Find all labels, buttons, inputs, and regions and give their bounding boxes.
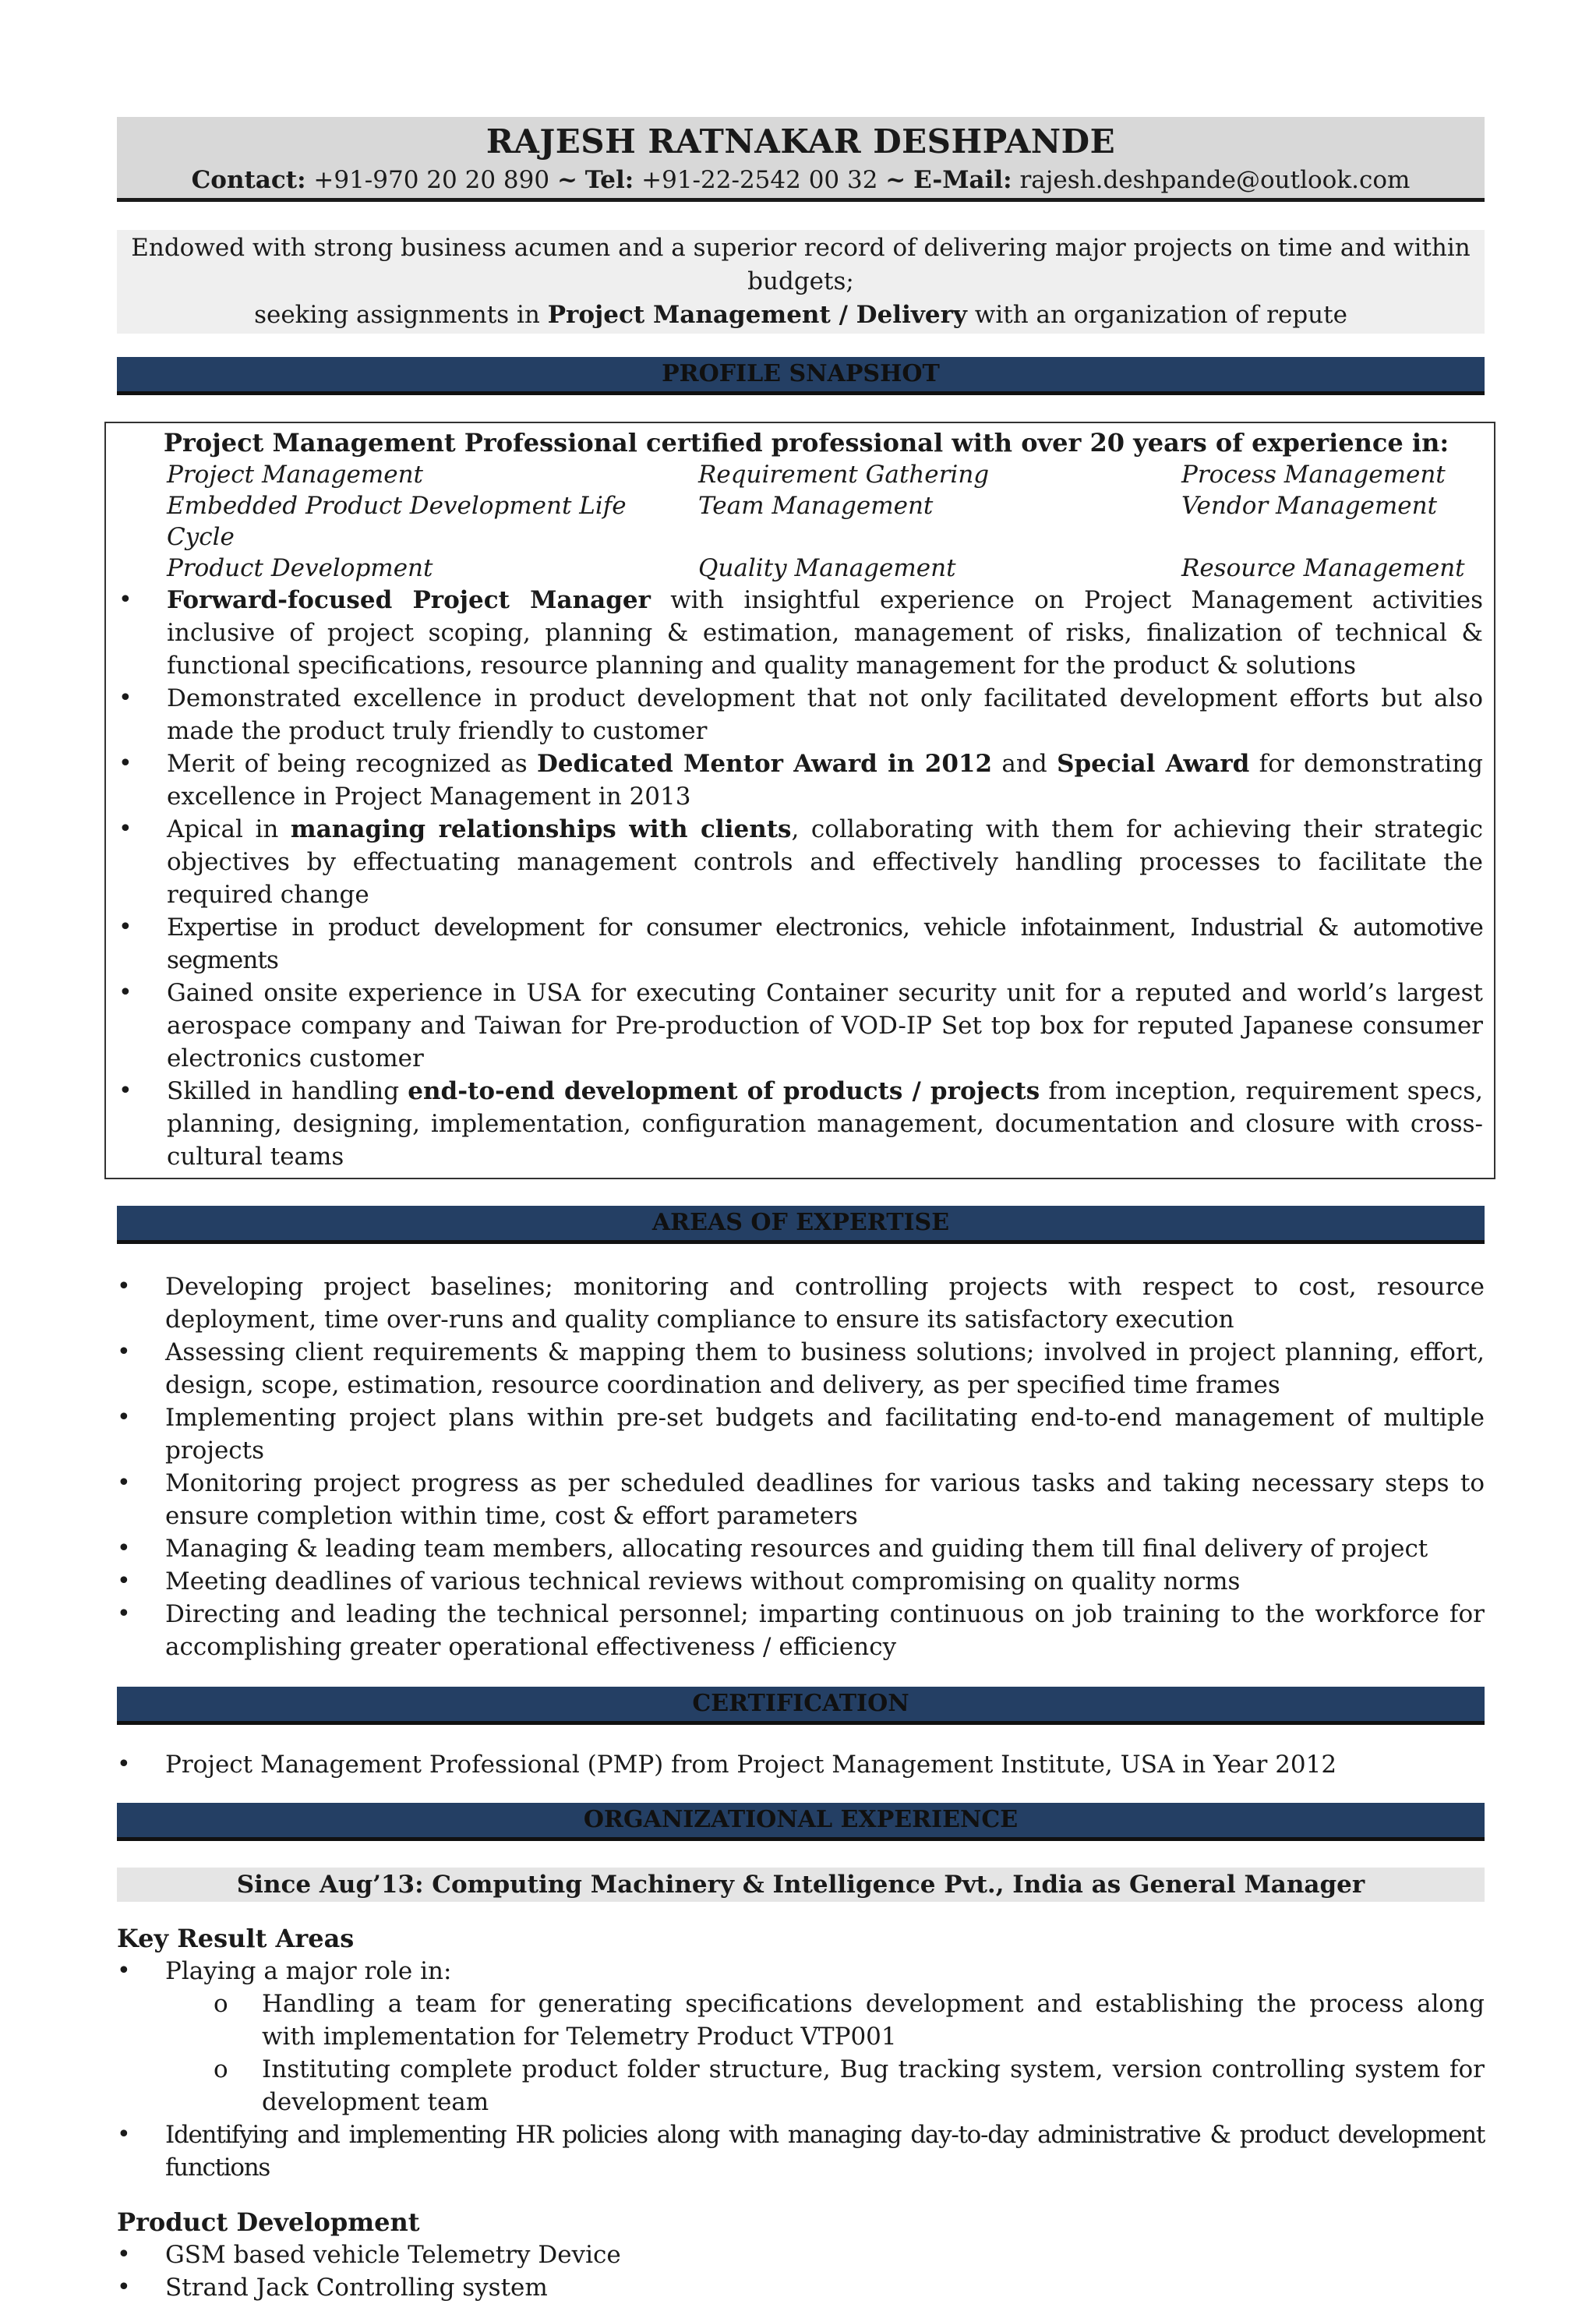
skill-item: Requirement Gathering (698, 461, 990, 489)
expertise-item: • Meeting deadlines of various technical reviews without compromising on quality norms (117, 1565, 1485, 1598)
bullet-text: for demonstrating excellence in Project Management in 2013 (167, 750, 1484, 811)
kra-list (117, 2118, 1485, 2184)
product-list (117, 2239, 1485, 2304)
job-role-bar: Since Aug’13: Computing Machinery & Intelligence Pvt., India as General Manager (117, 1868, 1485, 1902)
objective-line-1: Endowed with strong business acumen and a superior record of delivering major projects on time and within budgets; (131, 234, 1471, 295)
profile-bullet: • Gained onsite experience in USA for executing Container security unit for a reputed and world’s largest aerospace company and Taiwan for Pre-production of VOD-IP Set top box for reputed Japanese consumer electronics customer (106, 977, 1494, 1075)
bullet-text: Apical in (167, 815, 279, 843)
objective-text: seeking assignments in (254, 301, 540, 329)
skill-item: Embedded Product Development Life Cycle (167, 492, 627, 551)
resume-header (117, 117, 1485, 202)
expertise-item: • Monitoring project progress as per scheduled deadlines for various tasks and taking necessary steps to ensure completion within time, cost & effort parameters (117, 1467, 1485, 1532)
profile-bullet (106, 1075, 1494, 1173)
objective-text: with an organization of repute (974, 301, 1347, 329)
expertise-item: • Developing project baselines; monitoring and controlling projects with respect to cost, resource deployment, time over-runs and quality compliance to ensure its satisfactory execution (117, 1270, 1485, 1336)
bullet-emphasis: Dedicated Mentor Award in 2012 (537, 750, 993, 778)
bullet-text: Skilled in handling (167, 1077, 400, 1105)
profile-bullets (106, 584, 1494, 1173)
kra-list (117, 1955, 1485, 1988)
expertise-item: • Managing & leading team members, allocating resources and guiding them till final delivery of project (117, 1532, 1485, 1565)
profile-bullet: • Demonstrated excellence in product development that not only facilitated development efforts but also made the product truly friendly to customer (106, 682, 1494, 747)
profile-bullet (106, 813, 1494, 911)
contact-line (117, 164, 1485, 196)
profile-title: Project Management Professional certified professional with over 20 years of experience in: (163, 428, 1449, 458)
candidate-name: RAJESH RATNAKAR DESHPANDE (486, 122, 1116, 161)
kra-item: • Playing a major role in: (117, 1955, 1485, 1988)
profile-bullet: • Expertise in product development for consumer electronics, vehicle infotainment, Industrial & automotive segments (106, 911, 1494, 977)
skills-grid (167, 459, 1494, 584)
product-development-heading: Product Development (117, 2207, 420, 2237)
tel-label: Tel: (584, 166, 634, 194)
kra-subitem: o Instituting complete product folder structure, Bug tracking system, version controlling system for development team (117, 2053, 1485, 2118)
objective-line-2 (125, 299, 1477, 332)
kra-sublist (117, 1988, 1485, 2118)
resume-page (117, 117, 1485, 2304)
separator: ~ (556, 166, 577, 194)
expertise-list (117, 1270, 1485, 1663)
product-item: • GSM based vehicle Telemetry Device (117, 2239, 1485, 2271)
email-label: E-Mail: (913, 166, 1012, 194)
email-address: rajesh.deshpande@outlook.com (1019, 166, 1411, 194)
kra-subitem: o Handling a team for generating specifications development and establishing the process along with implementation for Telemetry Product VTP001 (117, 1988, 1485, 2053)
skill-item: Team Management (698, 492, 934, 520)
profile-bullet (106, 747, 1494, 813)
section-header-experience: ORGANIZATIONAL EXPERIENCE (117, 1803, 1485, 1841)
bullet-emphasis: Forward-focused Project Manager (167, 586, 651, 614)
skill-item: Vendor Management (1181, 492, 1438, 520)
bullet-emphasis: managing relationships with clients (290, 815, 792, 843)
kra-item: • Identifying and implementing HR policies along with managing day-to-day administrative & product development functions (117, 2118, 1485, 2184)
bullet-emphasis: Special Award (1057, 750, 1250, 778)
skill-item: Project Management (167, 461, 423, 489)
separator: ~ (885, 166, 906, 194)
bullet-emphasis: end-to-end development of products / projects (408, 1077, 1040, 1105)
contact-label: Contact: (191, 166, 306, 194)
bullet-text: , collaborating with them for achieving their strategic objectives by effectuating management controls and effectively handling processes to facilitate the required change (167, 815, 1484, 909)
certification-item: • Project Management Professional (PMP) from Project Management Institute, USA in Year 2012 (117, 1748, 1485, 1781)
objective-emphasis: Project Management / Delivery (547, 301, 967, 329)
bullet-text: with insightful experience on Project Management activities inclusive of project scoping, planning & estimation, management of risks, finalization of technical & functional specifications, resource planning and quality management for the product & solutions (167, 586, 1484, 680)
section-header-certification: CERTIFICATION (117, 1687, 1485, 1725)
section-header-profile: PROFILE SNAPSHOT (117, 357, 1485, 395)
skill-item: Process Management (1181, 461, 1446, 489)
product-item: • Strand Jack Controlling system (117, 2271, 1485, 2304)
certification-list (117, 1748, 1485, 1781)
expertise-item: • Directing and leading the technical personnel; imparting continuous on job training to the workforce for accomplishing greater operational effectiveness / efficiency (117, 1598, 1485, 1663)
skill-item: Resource Management (1181, 554, 1465, 582)
skill-item: Product Development (167, 554, 433, 582)
profile-bullet (106, 584, 1494, 682)
bullet-text: and (1001, 750, 1047, 778)
contact-phone: +91-970 20 20 890 (313, 166, 550, 194)
section-header-expertise: AREAS OF EXPERTISE (117, 1206, 1485, 1244)
expertise-item: • Assessing client requirements & mapping them to business solutions; involved in project planning, effort, design, scope, estimation, resource coordination and delivery, as per specified time frames (117, 1336, 1485, 1401)
bullet-text: from inception, requirement specs, planning, designing, implementation, configuration management, documentation and closure with cross-cultural teams (167, 1077, 1483, 1171)
kra-heading: Key Result Areas (117, 1924, 355, 1953)
objective-statement (117, 230, 1485, 334)
profile-snapshot-box (104, 422, 1495, 1179)
skill-item: Quality Management (698, 554, 956, 582)
expertise-item: • Implementing project plans within pre-set budgets and facilitating end-to-end management of multiple projects (117, 1401, 1485, 1467)
bullet-text: Merit of being recognized as (167, 750, 528, 778)
tel-number: +91-22-2542 00 32 (641, 166, 878, 194)
